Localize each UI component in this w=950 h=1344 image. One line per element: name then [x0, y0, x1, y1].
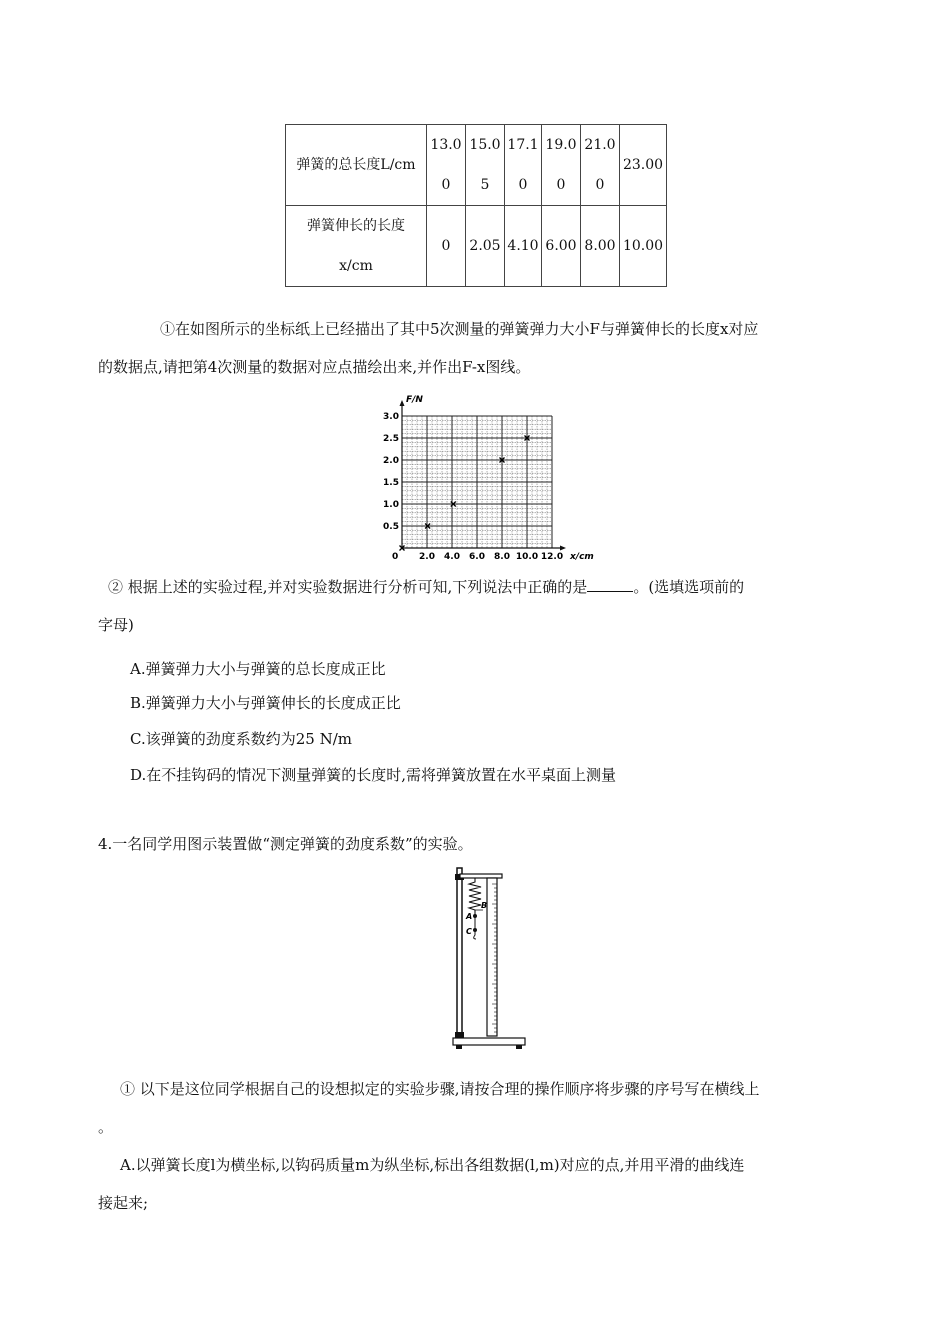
table-cell: 19.0 0	[542, 125, 581, 206]
y-axis-label: F/N	[406, 395, 423, 405]
q4-part1-paragraph: ① 以下是这位同学根据自己的设想拟定的实验步骤,请按合理的操作顺序将步骤的序号写在横线上 。	[98, 1080, 760, 1136]
origin-label: 0	[392, 552, 399, 562]
option-c: C.该弹簧的劲度系数约为25 N/m	[130, 730, 352, 748]
base	[453, 1038, 525, 1045]
label-b: B	[481, 901, 488, 910]
y-tick-label: 3.0	[383, 412, 399, 422]
table-cell: 21.0 0	[581, 125, 620, 206]
y-tick-label: 1.5	[383, 478, 399, 488]
clamp-bottom	[455, 1032, 464, 1038]
option-d: D.在不挂钩码的情况下测量弹簧的长度时,需将弹簧放置在水平桌面上测量	[130, 766, 617, 784]
x-tick-label: 2.0	[419, 552, 435, 562]
table-cell: 13.0 0	[427, 125, 466, 206]
table-cell: 8.00	[581, 206, 620, 287]
table-cell: 17.1 0	[505, 125, 542, 206]
table-cell: 2.05	[466, 206, 505, 287]
data-table	[285, 124, 667, 287]
y-tick-label: 2.0	[383, 456, 399, 466]
option-b: B.弹簧弹力大小与弹簧伸长的长度成正比	[130, 694, 401, 712]
table-row	[286, 206, 667, 287]
stand-rod	[457, 868, 462, 1038]
y-tick-label: 1.0	[383, 500, 399, 510]
x-tick-label: 10.0	[515, 552, 539, 562]
table-cell: 23.00	[620, 125, 667, 206]
q3-part2-paragraph: ② 根据上述的实验过程,并对实验数据进行分析可知,下列说法中正确的是 。(选填选项前的 字母)	[98, 568, 848, 644]
x-tick-label: 6.0	[469, 552, 485, 562]
label-c: C	[466, 927, 472, 936]
x-axis-arrow	[560, 546, 566, 551]
table-row	[286, 125, 667, 206]
x-tick-label: 8.0	[494, 552, 510, 562]
x-tick-label: 12.0	[540, 552, 564, 562]
option-a: A.弹簧弹力大小与弹簧的总长度成正比	[130, 660, 386, 678]
y-tick-label: 2.5	[383, 434, 399, 444]
x-tick-label: 4.0	[444, 552, 460, 562]
q4-step-a: A.以弹簧长度l为横坐标,以钩码质量m为纵坐标,标出各组数据(l,m)对应的点,并用平滑的曲线连 接起来;	[98, 1156, 745, 1212]
q3-part1-paragraph: ①在如图所示的坐标纸上已经描出了其中5次测量的弹簧弹力大小F与弹簧伸长的长度x对应 的数据点,请把第4次测量的数据对应点描绘出来,并作出F-x图线。	[98, 320, 759, 376]
q4-title: 4.一名同学用图示装置做“测定弹簧的劲度系数”的实验。	[98, 835, 473, 853]
table-cell: 10.00	[620, 206, 667, 287]
label-a: A	[466, 912, 473, 921]
table-cell: 0	[427, 206, 466, 287]
x-axis-label: x/cm	[570, 552, 594, 562]
spring-apparatus-figure	[450, 862, 530, 1052]
y-tick-label: 0.5	[383, 522, 399, 532]
f-x-graph[interactable]	[380, 392, 595, 564]
y-axis-arrow	[400, 400, 405, 406]
table-header-extension: 弹簧伸长的长度 x/cm	[286, 206, 427, 287]
answer-blank[interactable]	[587, 575, 633, 592]
table-cell: 4.10	[505, 206, 542, 287]
table-cell: 15.0 5	[466, 125, 505, 206]
table-header-total-length: 弹簧的总长度L/cm	[286, 125, 427, 206]
table-cell: 6.00	[542, 206, 581, 287]
